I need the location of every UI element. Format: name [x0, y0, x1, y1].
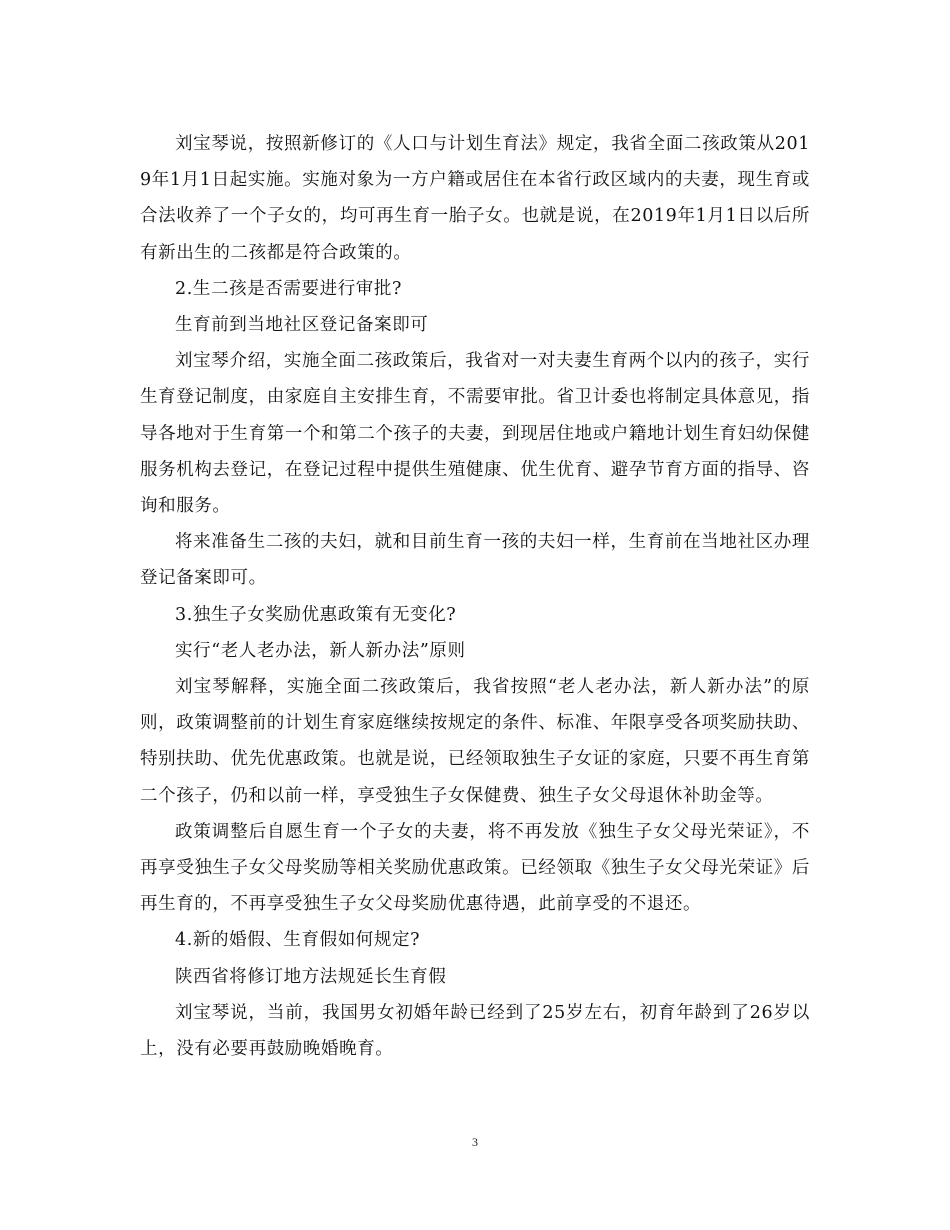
subheading-old-new-rule: 实行“老人老办法，新人新办法”原则	[175, 640, 466, 661]
paragraph-policy-start: 刘宝琴说，按照新修订的《人口与计划生育法》规定，我省全面二孩政策从2019年1月1日起实施。实施对象为一方户籍或居住在本省行政区域内的夫妻，现生育或合法收养了一个子女的，均可再生育一胎子女。也就是说，在2019年1月1日以后所有新出生的二孩都是符合政策的。	[140, 134, 810, 263]
page-number: 3	[472, 1135, 478, 1149]
paragraph-old-new-explanation: 刘宝琴解释，实施全面二孩政策后，我省按照“老人老办法，新人新办法”的原则，政策调整前的计划生育家庭继续按规定的条件、标准、年限享受各项奖励扶助、特别扶助、优先优惠政策。也就是说，已经领取独生子女证的家庭，只要不再生育第二个孩子，仍和以前一样，享受独生子女保健费、独生子女父母退休补助金等。	[140, 677, 810, 806]
paragraph-future-couples: 将来准备生二孩的夫妇，就和目前生育一孩的夫妇一样，生育前在当地社区办理登记备案即可。	[140, 532, 810, 589]
heading-approval-question: 2.生二孩是否需要进行审批?	[175, 278, 402, 299]
paragraph-marriage-age: 刘宝琴说，当前，我国男女初婚年龄已经到了25岁左右，初育年龄到了26岁以上，没有必要再鼓励晚婚晚育。	[140, 1002, 810, 1060]
paragraph-certificate-change: 政策调整后自愿生育一个子女的夫妻，将不再发放《独生子女父母光荣证》，不再享受独生子女父母奖励等相关奖励优惠政策。已经领取《独生子女父母光荣证》后再生育的，不再享受独生子女父母奖励优惠待遇，此前享受的不退还。	[140, 821, 810, 915]
paragraph-registration-system: 刘宝琴介绍，实施全面二孩政策后，我省对一对夫妻生育两个以内的孩子，实行生育登记制度，由家庭自主安排生育，不需要审批。省卫计委也将制定具体意见，指导各地对于生育第一个和第二个孩子的夫妻，到现居住地或户籍地计划生育妇幼保健服务机构去登记，在登记过程中提供生殖健康、优生优育、避孕节育方面的指导、咨询和服务。	[140, 351, 810, 517]
subheading-extend-leave: 陕西省将修订地方法规延长生育假	[175, 966, 447, 987]
document-body	[140, 126, 810, 1067]
subheading-registration: 生育前到当地社区登记备案即可	[175, 315, 429, 336]
heading-leave-question: 4.新的婚假、生育假如何规定?	[175, 930, 421, 951]
heading-only-child-policy: 3.独生子女奖励优惠政策有无变化?	[175, 604, 457, 625]
